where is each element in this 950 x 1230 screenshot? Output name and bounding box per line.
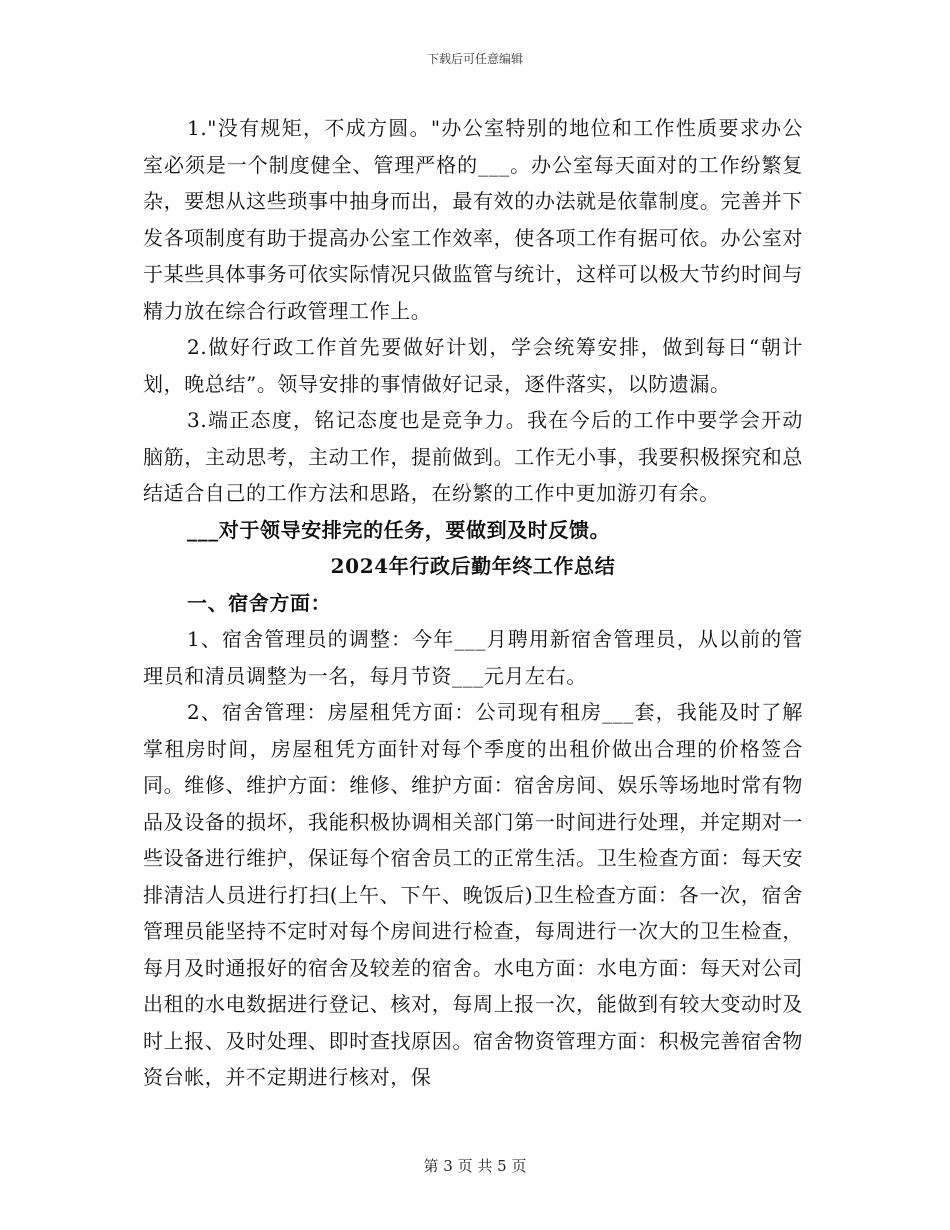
page-header: 下载后可任意编辑 — [426, 52, 523, 66]
item-2: 2、宿舍管理：房屋租凭方面：公司现有租房___套，我能及时了解掌租房时间，房屋租凭方面针对每个季度的出租价做出合理的价格签合同。维修、维护方面：维修、维护方面：宿舍房间、娱乐等场地时常有物品及设备的损坏，我能积极协调相关部门第一时间进行处理，并定期对一些设备进行维护，保证每个宿舍员工的正常生活。卫生检查方面：每天安排清洁人员进行打扫(上午、下午、晚饭后)卫生检查方面：各一次，宿舍管理员能坚持不定时对每个房间进行检查，每周进行一次大的卫生检查，每月及时通报好的宿舍及较差的宿舍。水电方面：水电方面：每天对公司出租的水电数据进行登记、核对，每周上报一次，能做到有较大变动时及时上报、及时处理、即时查找原因。宿舍物资管理方面：积极完善宿舍物资台帐，并不定期进行核对，保 — [143, 700, 803, 1089]
page-footer: 第 3 页 共 5 页 — [423, 1157, 527, 1175]
document-body — [143, 110, 803, 1096]
paragraph-2: 2.做好行政工作首先要做好计划，学会统筹安排，做到每日“朝计划，晚总结”。领导安排的事情做好记录，逐件落实，以防遗漏。 — [143, 335, 803, 396]
document-title: 2024年行政后勤年终工作总结 — [330, 554, 616, 578]
section-heading: 一、宿舍方面： — [187, 590, 332, 615]
paragraph-4: ___对于领导安排完的任务，要做到及时反馈。 — [187, 517, 611, 542]
paragraph-3: 3.端正态度，铭记态度也是竞争力。我在今后的工作中要学会开动脑筋，主动思考，主动工作，提前做到。工作无小事，我要积极探究和总结适合自己的工作方法和思路，在纷繁的工作中更加游刃有余。 — [143, 408, 803, 505]
item-1: 1、宿舍管理员的调整：今年___月聘用新宿舍管理员，从以前的管理员和清员调整为一名，每月节资___元月左右。 — [143, 627, 803, 688]
paragraph-1: 1."没有规矩，不成方圆。"办公室特别的地位和工作性质要求办公室必须是一个制度健全、管理严格的___。办公室每天面对的工作纷繁复杂，要想从这些琐事中抽身而出，最有效的办法就是依靠制度。完善并下发各项制度有助于提高办公室工作效率，使各项工作有据可依。办公室对于某些具体事务可依实际情况只做监管与统计，这样可以极大节约时间与精力放在综合行政管理工作上。 — [143, 116, 803, 323]
